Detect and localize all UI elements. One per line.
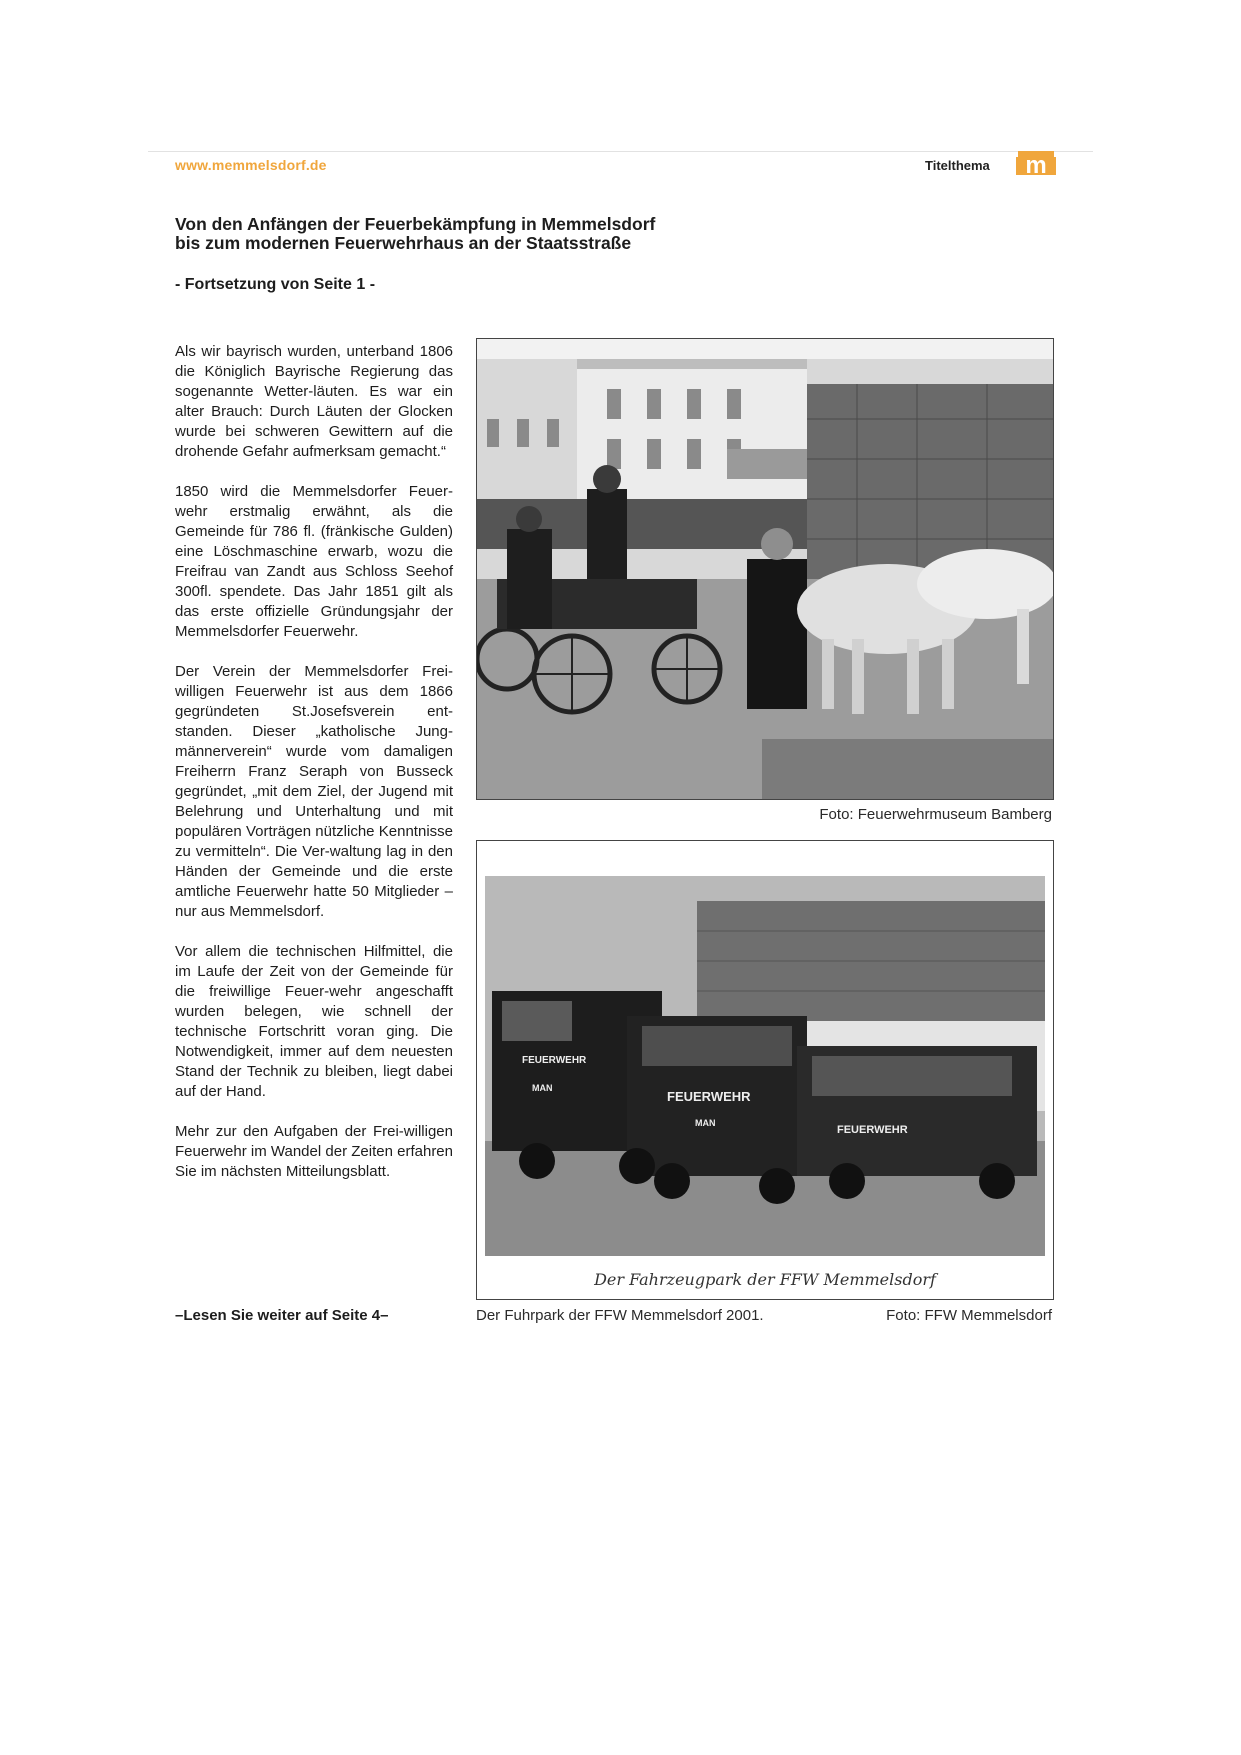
article-body [175,342,453,1202]
truck-badge: MAN [532,1083,553,1093]
article-headline [175,215,655,253]
paragraph: Der Verein der Memmelsdorfer Frei-willigen Feuerwehr ist aus dem 1866 gegründeten St.Josefsverein ent-standen. Dieser „katholische Jung-männerverein“ wurde vom damaligen Freiherrn Franz Seraph von Busseck gegründet, „mit dem Ziel, der Jugend mit Belehrung und Unterhaltung und mit populären Vorträgen nützliche Kenntnisse zu vermitteln“. Die Ver-waltung lag in den Händen der Gemeinde und die erste amtliche Feuerwehr hatte 50 Mitglieder – nur aus Memmelsdorf. [175,663,453,920]
paragraph: Als wir bayrisch wurden, unterband 1806 die Königlich Bayrische Regierung das sogenannte Wetter-läuten. Es war ein alter Brauch: Durch Läuten der Glocken wurde bei schweren Gewittern auf die drohende Gefahr aufmerksam gemacht.“ [175,343,453,460]
memmelsdorf-logo [1016,151,1056,175]
paragraph: Vor allem die technischen Hilfmittel, die im Laufe der Zeit von der Gemeinde für die freiwillige Feuer-wehr angeschafft wurden belegen, wie schnell der technische Fortschritt voran ging. Die Notwendigkeit, immer auf dem neuesten Stand der Technik zu bleiben, liegt dabei auf der Hand. [175,943,453,1100]
site-url[interactable]: www.memmelsdorf.de [175,157,327,173]
truck-label: FEUERWEHR [522,1055,587,1066]
truck-badge: MAN [695,1118,716,1128]
historic-photo-drawing [477,339,1053,799]
fire-truck-fleet-photo [476,840,1054,1300]
truck-label: FEUERWEHR [667,1089,751,1104]
header-rule [148,151,1093,152]
section-label: Titelthema [925,158,990,173]
logo-letter: m [1025,152,1047,175]
paragraph: 1850 wird die Memmelsdorfer Feuer-wehr erstmalig erwähnt, als die Gemeinde für 786 fl. (fränkische Gulden) eine Löschmaschine erwarb, wozu die Freifrau van Zandt aus Schloss Seehof 300fl. spendete. Das Jahr 1851 gilt als das erste offizielle Gründungsjahr der Memmelsdorfer Feuerwehr. [175,483,453,640]
paragraph: Mehr zur den Aufgaben der Frei-willigen Feuerwehr im Wandel der Zeiten erfahren Sie im nächsten Mitteilungsblatt. [175,1123,453,1180]
photo1-credit: Foto: Feuerwehrmuseum Bamberg [819,806,1052,823]
photo2-caption: Der Fuhrpark der FFW Memmelsdorf 2001. [476,1307,764,1324]
headline-line-1: Von den Anfängen der Feuerbekämpfung in Memmelsdorf [175,214,656,234]
photo2-credit: Foto: FFW Memmelsdorf [886,1307,1052,1324]
continued-note: - Fortsetzung von Seite 1 - [175,276,376,293]
photo2-inner-caption: Der Fahrzeugpark der FFW Memmelsdorf [594,1270,936,1289]
historic-fire-engine-photo [476,338,1054,800]
fleet-photo-drawing [477,841,1053,1299]
read-on-note: –Lesen Sie weiter auf Seite 4– [175,1307,389,1324]
truck-label: FEUERWEHR [837,1124,908,1136]
headline-line-2: bis zum modernen Feuerwehrhaus an der Staatsstraße [175,233,632,253]
